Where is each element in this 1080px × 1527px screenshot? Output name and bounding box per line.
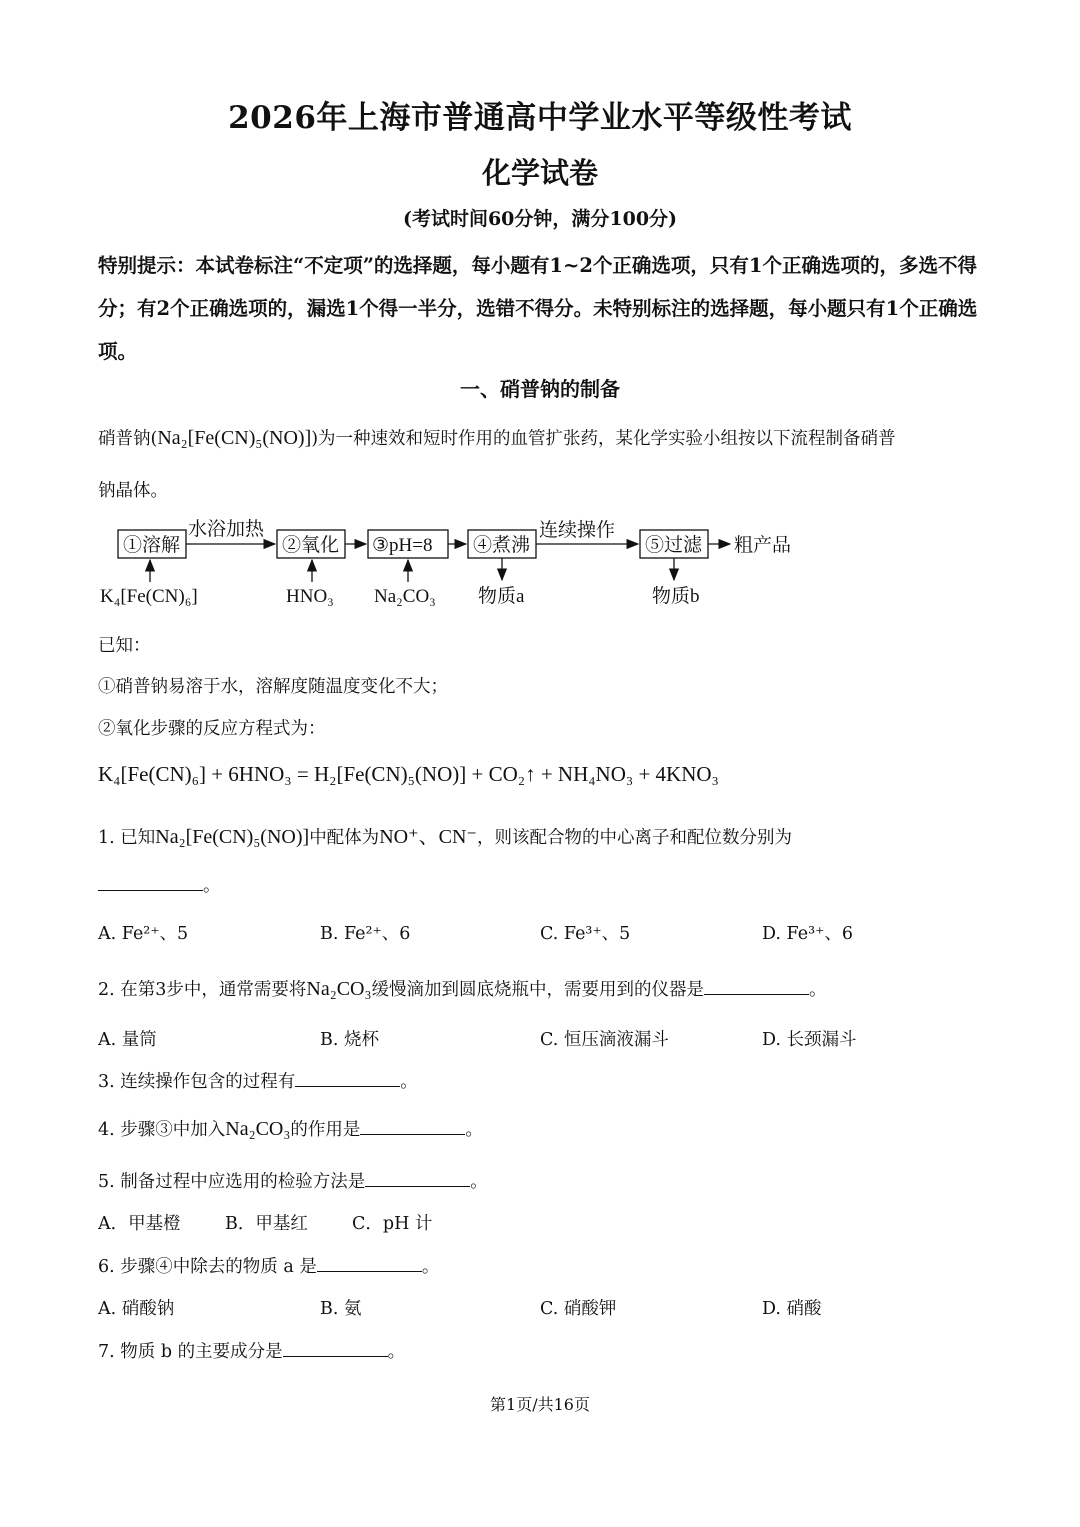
q2-formula: Na₂CO₃: [306, 978, 372, 1000]
q2-text-a: 在第3步中，通常需要将: [120, 980, 307, 1000]
q1-formula: Na₂[Fe(CN)₅(NO)]: [155, 826, 310, 848]
q2-text-b: 缓慢滴加到圆底烧瓶中，需要用到的仪器是: [371, 980, 704, 1000]
flow-input-3: Na₂CO₃: [374, 586, 436, 607]
exam-subtitle: 化学试卷: [481, 156, 598, 190]
q5-end: 。: [470, 1172, 488, 1192]
question-3: [98, 1068, 418, 1093]
q2-blank[interactable]: [704, 976, 809, 995]
q7-num: 7.: [98, 1342, 115, 1362]
q6-blank[interactable]: [317, 1253, 422, 1272]
special-tip: 特别提示：本试卷标注“不定项”的选择题，每小题有1~2个正确选项，只有1个正确选项的，多选不得分；有2个正确选项的，漏选1个得一半分，选错不得分。未特别标注的选择题，每小题只有1个正确选项。: [98, 254, 978, 363]
q6-option-a[interactable]: A. 硝酸钠: [98, 1299, 175, 1319]
question-4: [98, 1116, 483, 1141]
q7-end: 。: [387, 1342, 406, 1362]
q2-option-b[interactable]: B. 烧杯: [320, 1030, 379, 1050]
section-intro-line2: 钠晶体。: [98, 481, 168, 501]
q7-blank[interactable]: [283, 1338, 388, 1357]
q3-text: 连续操作包含的过程有: [120, 1072, 296, 1092]
known-label: 已知：: [98, 636, 151, 656]
intro-before: 硝普钠(: [98, 429, 158, 449]
section-title: 一、硝普钠的制备: [460, 377, 620, 401]
q1-option-c[interactable]: C. Fe³⁺、5: [540, 924, 631, 944]
q2-option-c[interactable]: C. 恒压滴液漏斗: [540, 1030, 669, 1050]
question-6: [98, 1253, 439, 1278]
q4-num: 4.: [98, 1120, 115, 1140]
q1-option-a[interactable]: A. Fe²⁺、5: [98, 924, 189, 944]
q1-text-c: ，则该配合物的中心离子和配位数分别为: [476, 828, 792, 848]
q5-blank[interactable]: [365, 1168, 470, 1187]
page-footer: 第1页/共16页: [490, 1395, 590, 1414]
q1-option-d[interactable]: D. Fe³⁺、6: [762, 924, 853, 944]
question-1: [98, 820, 998, 849]
flow-input-1: K₄[Fe(CN)₆]: [100, 586, 198, 607]
question-5: [98, 1168, 488, 1193]
known-item-1: ①硝普钠易溶于水，溶解度随温度变化不大；: [98, 677, 448, 697]
q6-option-d[interactable]: D. 硝酸: [762, 1299, 822, 1319]
process-flow-diagram: [90, 512, 810, 622]
q5-num: 5.: [98, 1172, 115, 1192]
q4-blank[interactable]: [360, 1116, 465, 1135]
q1-option-b[interactable]: B. Fe²⁺、6: [320, 924, 411, 944]
flow-output-2: 物质b: [652, 586, 700, 607]
question-7: [98, 1338, 405, 1363]
q1-text-b: 中配体为: [309, 828, 380, 848]
q3-num: 3.: [98, 1072, 115, 1092]
flow-step-4: ④煮沸: [473, 535, 531, 556]
q4-text-a: 步骤③中加入: [120, 1120, 226, 1140]
flow-output-1: 物质a: [478, 586, 525, 607]
flow-input-2: HNO₃: [286, 586, 334, 607]
flow-product: 粗产品: [734, 535, 792, 556]
question-2: [98, 976, 998, 1001]
flow-step-3: ③pH=8: [372, 535, 433, 556]
q5-option-a[interactable]: A．甲基橙: [98, 1214, 181, 1234]
q1-answer-line: [98, 872, 221, 897]
q3-blank[interactable]: [295, 1068, 400, 1087]
intro-after: )为一种速效和短时作用的血管扩张药，某化学实验小组按以下流程制备硝普: [311, 429, 896, 449]
q2-option-d[interactable]: D. 长颈漏斗: [762, 1030, 857, 1050]
q6-text: 步骤④中除去的物质 a 是: [120, 1257, 317, 1277]
q4-end: 。: [465, 1120, 483, 1140]
q6-option-b[interactable]: B. 氨: [320, 1299, 362, 1319]
q2-option-a[interactable]: A. 量筒: [98, 1030, 157, 1050]
q6-num: 6.: [98, 1257, 115, 1277]
exam-title: 2026年上海市普通高中学业水平等级性考试: [228, 100, 852, 136]
q1-blank[interactable]: [98, 872, 203, 891]
q5-text: 制备过程中应选用的检验方法是: [120, 1172, 366, 1192]
q5-option-c[interactable]: C．pH 计: [352, 1214, 433, 1234]
intro-formula: Na₂[Fe(CN)₅(NO)]: [157, 427, 312, 449]
q3-end: 。: [400, 1072, 418, 1092]
exam-time-note: (考试时间60分钟，满分100分): [402, 208, 678, 230]
flow-arrow-label-1: 水浴加热: [188, 519, 265, 540]
flow-arrow-label-2: 连续操作: [539, 520, 616, 541]
known-item-2: ②氧化步骤的反应方程式为：: [98, 719, 326, 739]
q7-text: 物质 b 的主要成分是: [120, 1342, 283, 1362]
q6-end: 。: [421, 1257, 440, 1277]
q2-end: 。: [808, 980, 827, 1000]
q1-text-a: 已知: [120, 828, 156, 848]
q5-option-b[interactable]: B．甲基红: [225, 1214, 308, 1234]
reaction-equation: K₄[Fe(CN)₆] + 6HNO₃ = H₂[Fe(CN)₅(NO)] + CO₂↑ + NH₄NO₃ + 4KNO₃: [98, 762, 719, 786]
flow-step-2: ②氧化: [282, 535, 340, 556]
flow-step-5: ⑤过滤: [645, 535, 703, 556]
q2-num: 2.: [98, 980, 115, 1000]
q6-option-c[interactable]: C. 硝酸钾: [540, 1299, 617, 1319]
section-intro: [98, 425, 998, 450]
flow-step-1: ①溶解: [123, 535, 181, 556]
q1-num: 1.: [98, 828, 115, 848]
q4-formula: Na₂CO₃: [225, 1118, 291, 1140]
q1-ligands: NO⁺、CN⁻: [379, 826, 477, 848]
q4-text-b: 的作用是: [290, 1120, 361, 1140]
q1-end: 。: [203, 876, 221, 896]
